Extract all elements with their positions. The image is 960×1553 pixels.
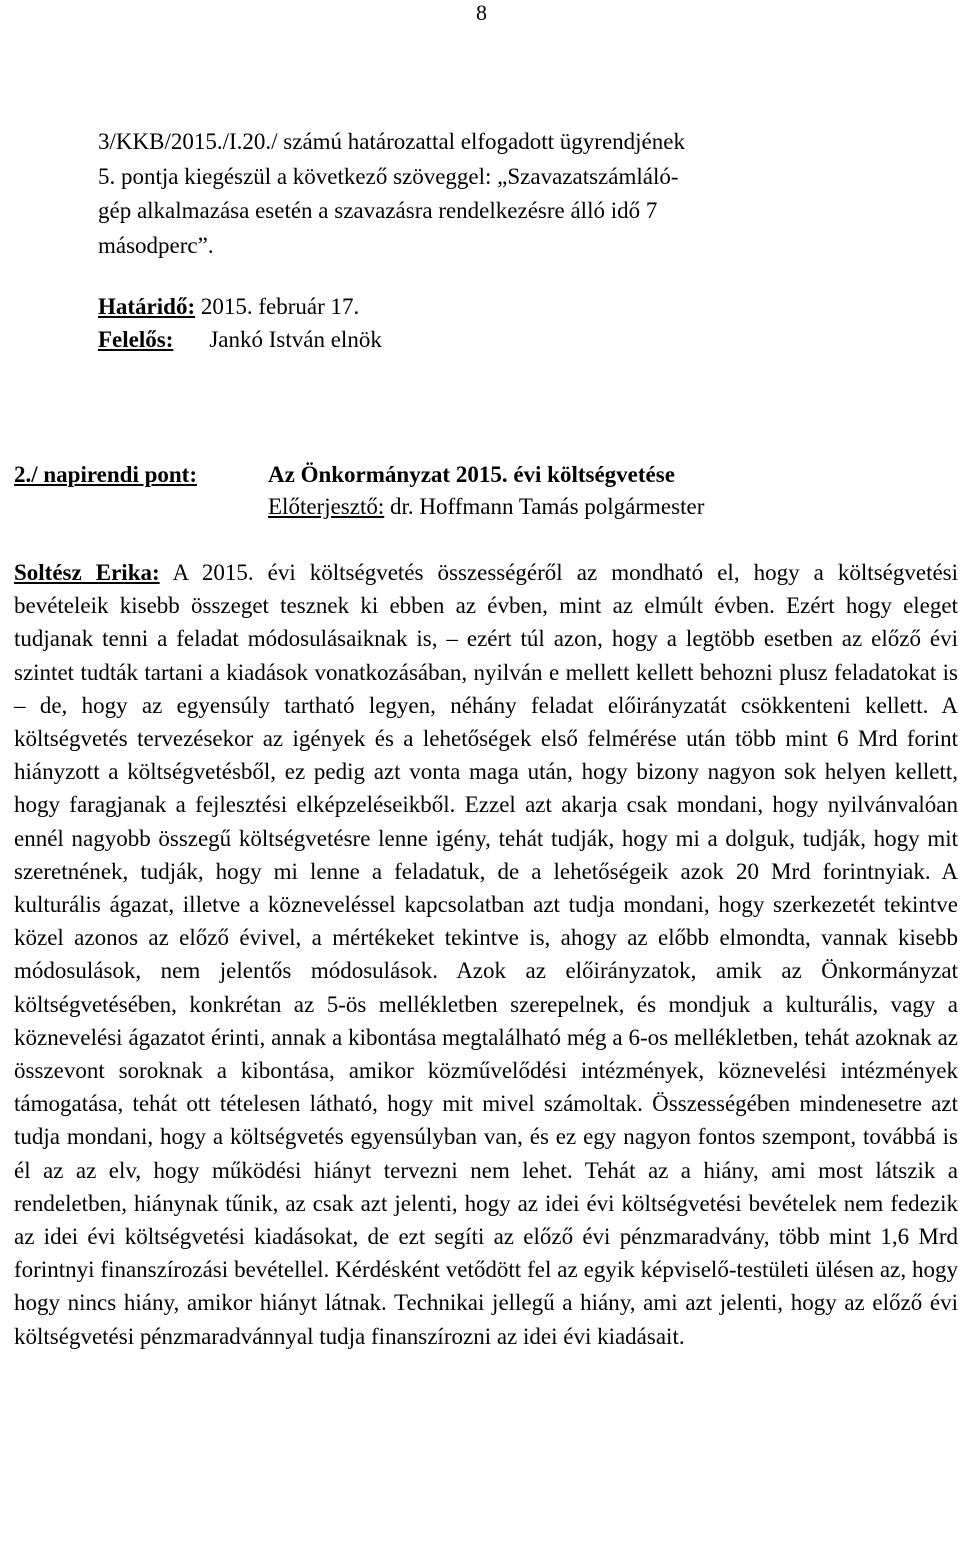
presenter-label: Előterjesztő: — [268, 494, 385, 519]
resolution-line: 5. pontja kiegészül a következő szöveggel: „Szavazatszámláló- — [98, 163, 679, 189]
presenter-value: dr. Hoffmann Tamás polgármester — [390, 494, 705, 519]
speech-text: A 2015. évi költségvetés összességéről az mondható el, hogy a költségvetési bevételeik kisebb összeget tesznek ki ebben az évben, mint az elmúlt évben. Ezért hogy eleget tudjanak tenni a feladat módosulásaiknak is, – ezért túl azon, hogy a legtöbb esetben az előző évi szintet tudták tartani a kiadások vonatkozásában, nyilván e mellett kellett behozni plusz feladatokat is – de, hogy az egyensúly tartható legyen, néhány feladat előirányzatát csökkenteni kellett. A költségvetés tervezésekor az igények és a lehetőségek első felmérése után több mint 6 Mrd forint hiányzott a költségvetésből, ez pedig azt vonta maga után, hogy bizony nagyon sok helyen kellett, hogy faragjanak a fejlesztési elképzeléseikből. Ezzel azt akarja csak mondani, hogy nyilvánvalóan ennél nagyobb összegű költségvetésre lenne igény, tehát tudják, hogy mi a dolguk, tudják, hogy mit szeretnének, tudják, hogy mi lenne a feladatuk, de a lehetőségeik azok 20 Mrd forintnyiak. A kulturális ágazat, illetve a közneveléssel kapcsolatban azt tudja mondani, hogy szerkezetét tekintve közel azonos az előző évivel, a mértékeket tekintve is, ahogy az előbb elmondta, vannak kisebb módosulások, nem jelentős módosulások. Azok az előirányzatok, amik az Önkormányzat költségvetésében, konkrétan az 5-ös mellékletben szerepelnek, és mondjuk a kulturális, vagy a köznevelési ágazatot érinti, annak a kibontása megtalálható még a 6-os mellékletben, tehát azoknak az összevont soroknak a kibontása, amikor közművelődési intézmények, köznevelési intézmények támogatása, tehát ott tételesen látható, hogy mit mivel számoltak. Összességében mindenesetre azt tudja mondani, hogy a költségvetés egyensúlyban van, és ez egy nagyon fontos szempont, továbbá is él az az elv, hogy működési hiányt tervezni nem lehet. Tehát az a hiány, ami most látszik a rendeletben, hiánynak tűnik, az csak azt jelenti, hogy az idei évi költségvetési bevételek nem fedezik az idei évi költségvetési kiadásokat, de ezt segíti az előző évi pénzmaradvány, több mint 1,6 Mrd forintnyi finanszírozási bevétellel. Kérdésként vetődött fel az egyik képviselő-testületi ülésen az, hogy hogy nincs hiány, amikor hiányt látnak. Technikai jellegű a hiány, ami azt jelenti, hogy az előző évi költségvetési pénzmaradvánnyal tudja finanszírozni az idei évi kiadásait. — [14, 560, 959, 1349]
resolution-line: gép alkalmazása esetén a szavazásra rendelkezésre álló idő 7 — [98, 198, 658, 223]
agenda-item-label: 2./ napirendi pont: — [14, 462, 197, 487]
responsible — [98, 323, 382, 357]
page-number: 8 — [476, 0, 487, 25]
responsible-value: Jankó István elnök — [209, 327, 382, 352]
presenter — [268, 490, 704, 524]
responsible-label: Felelős: — [98, 327, 174, 352]
resolution-paragraph — [98, 125, 858, 263]
deadline-value: 2015. február 17. — [200, 294, 360, 319]
speaker-name: Soltész Erika: — [14, 560, 160, 585]
deadline-label: Határidő: — [98, 294, 196, 319]
agenda-item-title: Az Önkormányzat 2015. évi költségvetése — [268, 462, 675, 487]
resolution-line: másodperc”. — [98, 232, 214, 258]
speech-paragraph — [14, 556, 958, 1353]
deadline — [98, 290, 359, 324]
resolution-line: 3/KKB/2015./I.20./ számú határozattal elfogadott ügyrendjének — [98, 129, 685, 154]
